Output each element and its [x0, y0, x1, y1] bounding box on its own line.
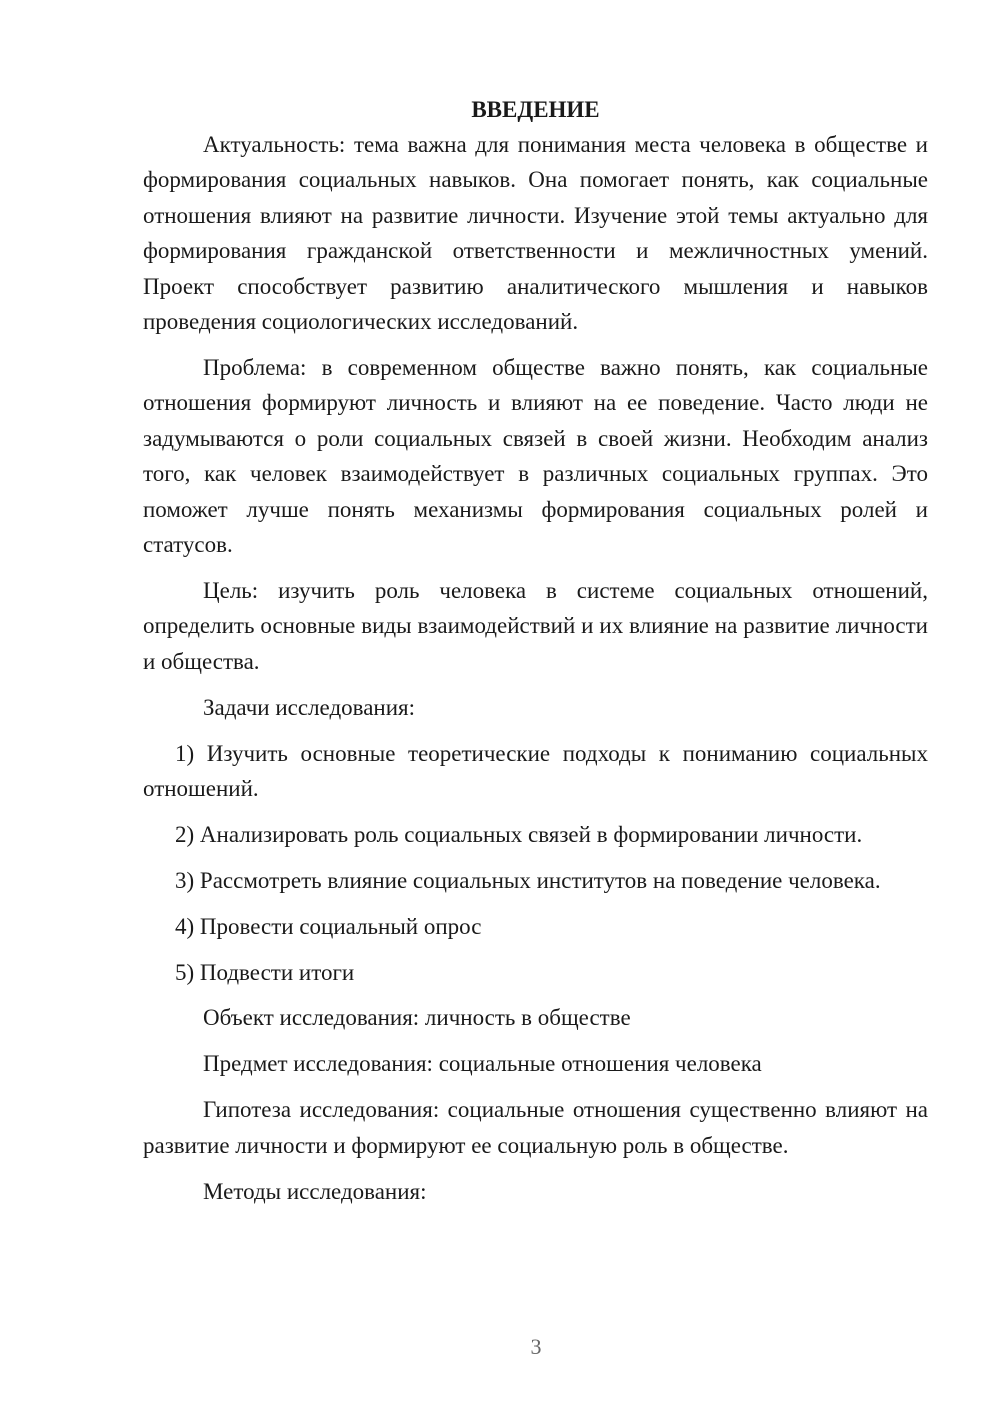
paragraph-goal: Цель: изучить роль человека в системе социальных отношений, определить основные виды взаимодействий и их влияние на развитие личности и общества.: [143, 577, 928, 674]
document-page: [143, 92, 928, 1219]
tasks-heading: Задачи исследования:: [203, 694, 416, 720]
methods-heading: Методы исследования:: [203, 1178, 427, 1204]
page-number: 3: [530, 1334, 542, 1359]
task-item-4: 4) Провести социальный опрос: [175, 913, 482, 939]
task-item-2: 2) Анализировать роль социальных связей в формировании личности.: [175, 821, 863, 847]
task-item-3: 3) Рассмотреть влияние социальных институтов на поведение человека.: [175, 867, 881, 893]
paragraph-hypothesis: Гипотеза исследования: социальные отношения существенно влияют на развитие личности и формируют ее социальную роль в обществе.: [143, 1097, 928, 1158]
paragraph-subject: Предмет исследования: социальные отношения человека: [203, 1051, 762, 1077]
paragraph-problem: Проблема: в современном обществе важно понять, как социальные отношения формируют личность и влияют на ее поведение. Часто люди не задумываются о роли социальных связей в своей жизни. Необходим анализ того, как человек взаимодействует в различных социальных группах. Это поможет лучше понять механизмы формирования социальных ролей и статусов.: [143, 354, 928, 557]
task-item-1: 1) Изучить основные теоретические подходы к пониманию социальных отношений.: [143, 740, 928, 801]
section-title: ВВЕДЕНИЕ: [471, 97, 600, 122]
task-item-5: 5) Подвести итоги: [175, 959, 355, 985]
paragraph-relevance: Актуальность: тема важна для понимания места человека в обществе и формирования социальных навыков. Она помогает понять, как социальные отношения влияют на развитие личности. Изучение этой темы актуально для формирования гражданской ответственности и межличностных умений. Проект способствует развитию аналитического мышления и навыков проведения социологических исследований.: [143, 132, 928, 335]
paragraph-object: Объект исследования: личность в обществе: [203, 1005, 631, 1031]
